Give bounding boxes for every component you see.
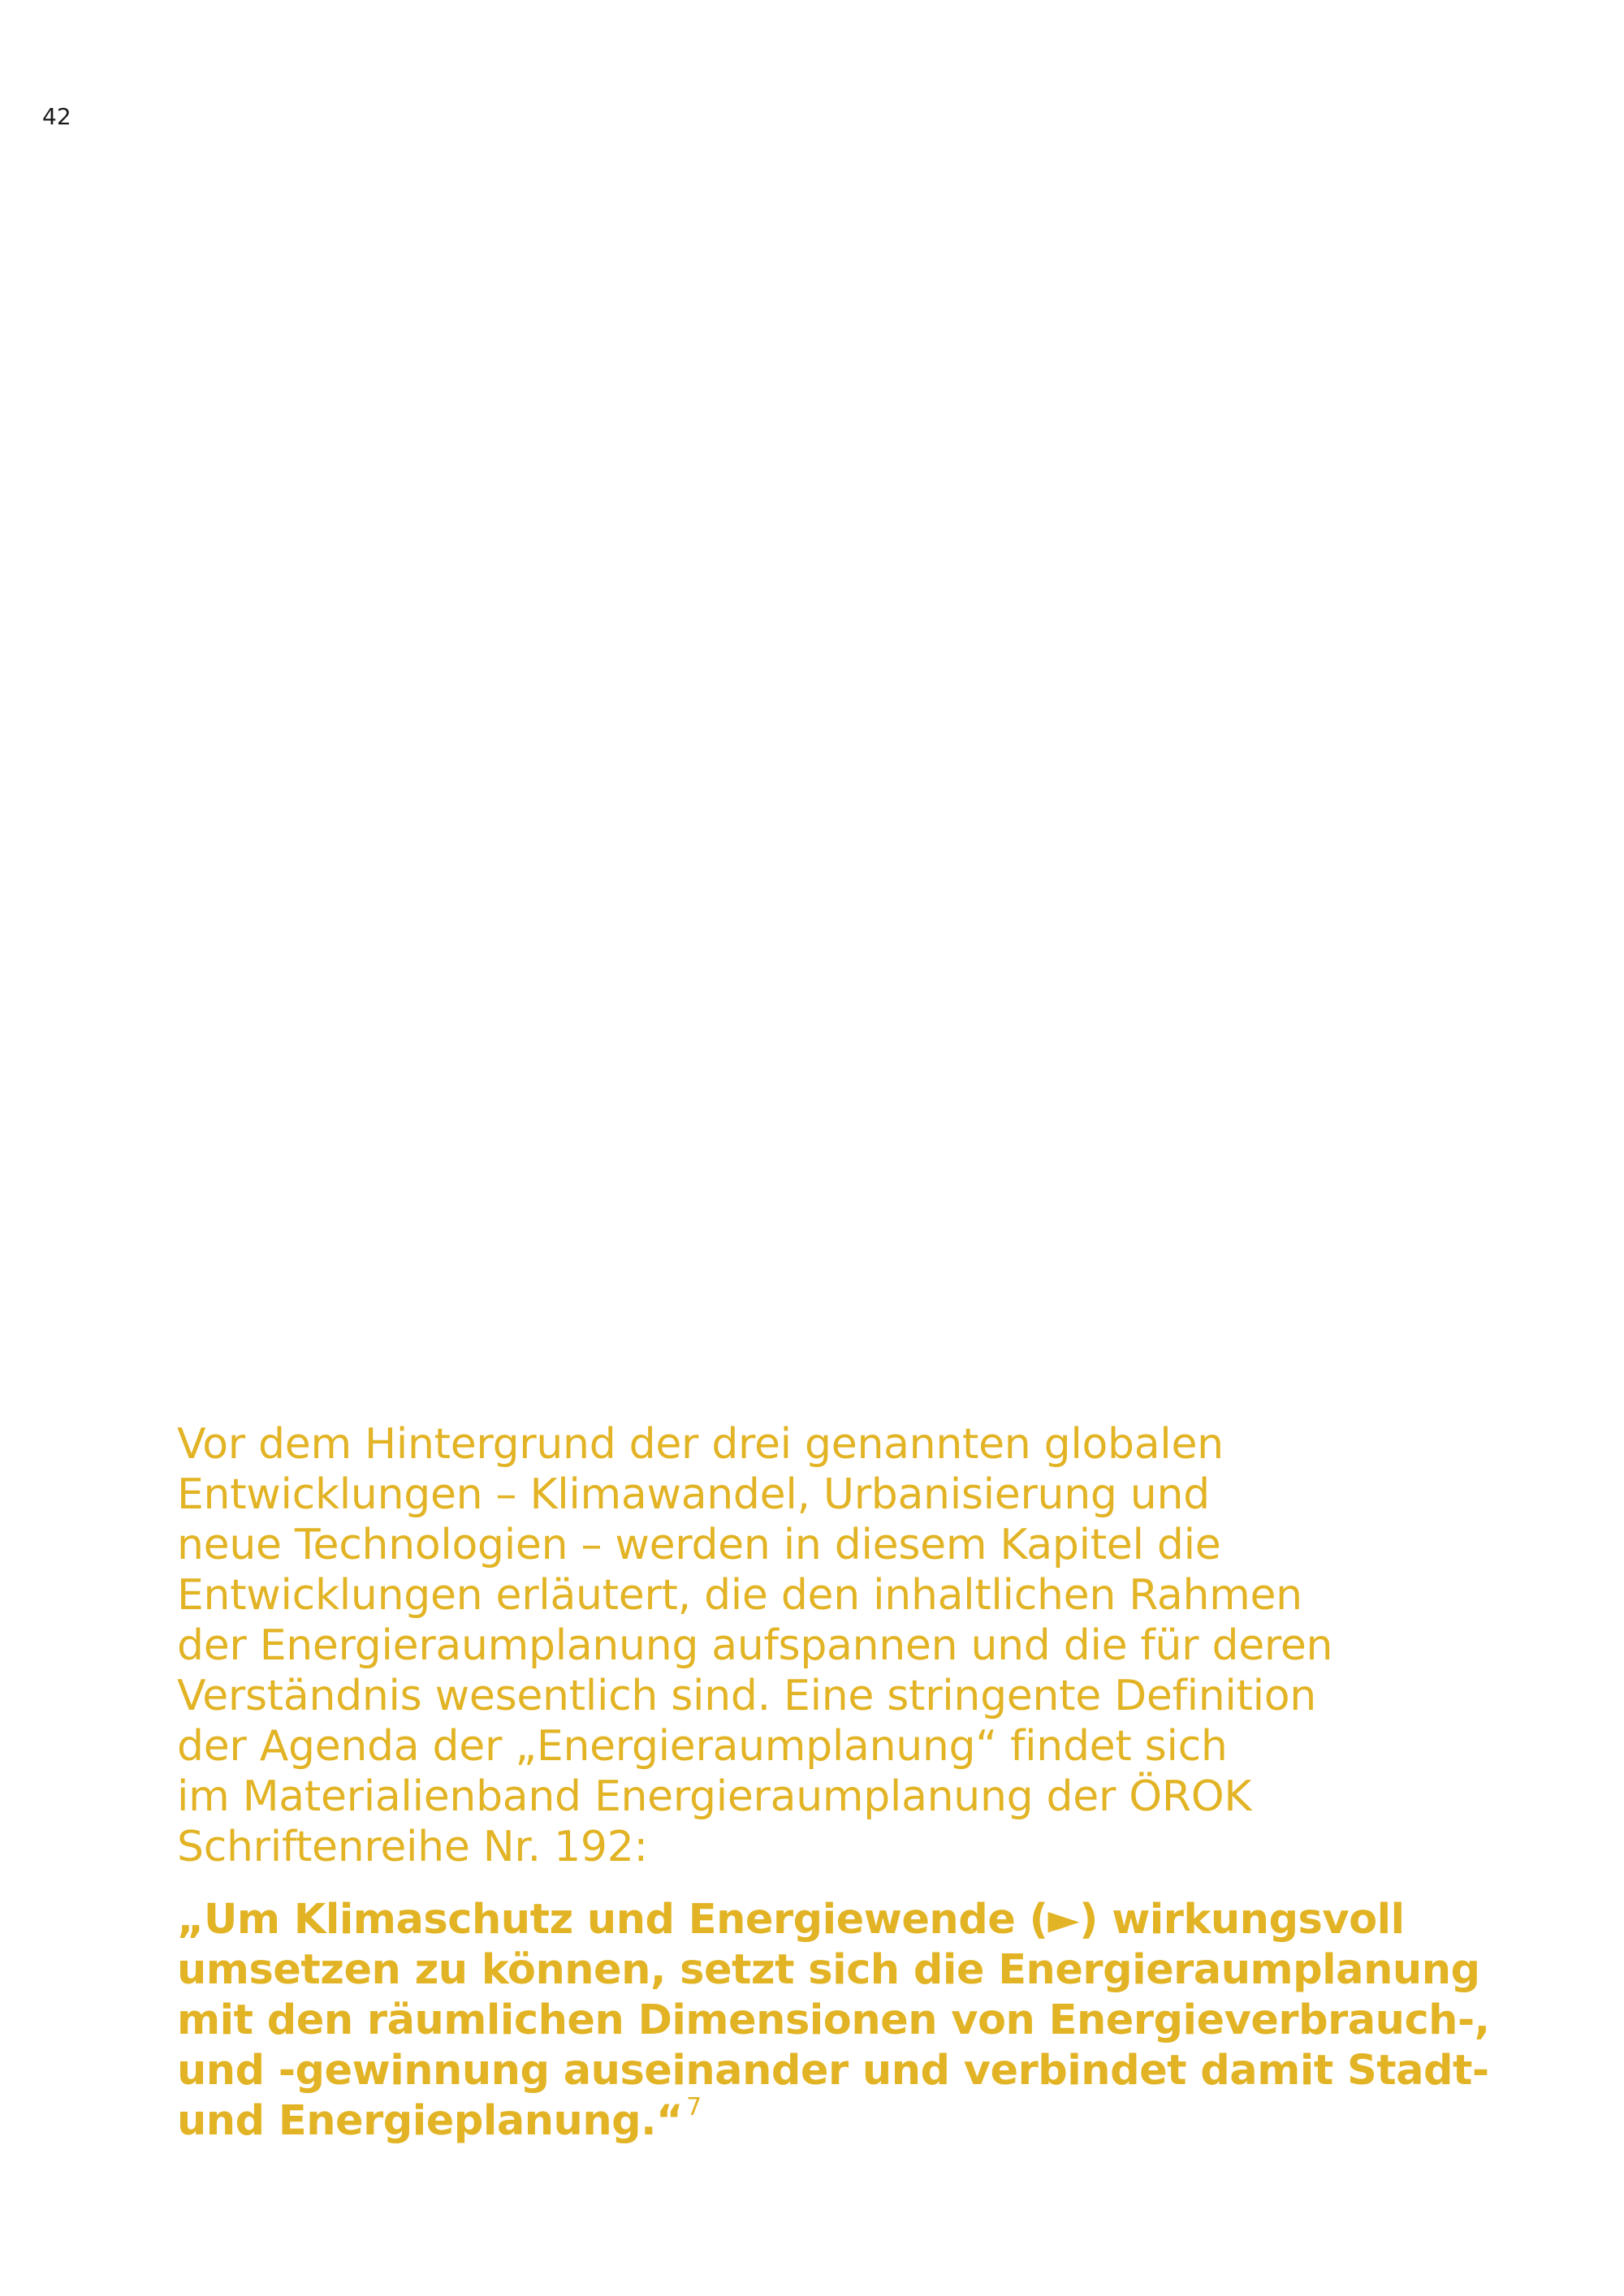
quote-line: umsetzen zu können, setzt sich die Energieraumplanung [177,1946,1480,1994]
intro-line: Entwicklungen – Klimawandel, Urbanisierung und [177,1470,1210,1519]
quote-line: mit den räumlichen Dimensionen von Energieverbrauch-, [177,1996,1490,2044]
quote-line: und -gewinnung auseinander und verbindet damit Stadt- [177,2047,1489,2095]
intro-line: im Materialienband Energieraumplanung der ÖROK [177,1772,1252,1821]
intro-line: Entwicklungen erläutert, die den inhaltlichen Rahmen [177,1571,1302,1620]
intro-line: Schriftenreihe Nr. 192: [177,1823,648,1871]
definition-quote [177,1895,1509,2147]
quote-last-line [177,2093,1509,2147]
text-block [177,1419,1509,2147]
footnote-reference[interactable]: 7 [686,2093,702,2121]
intro-line: der Energieraumplanung aufspannen und die für deren [177,1621,1333,1670]
intro-line: Verständnis wesentlich sind. Eine stringente Definition [177,1672,1316,1720]
quote-line: „Um Klimaschutz und Energiewende (►) wirkungsvoll [177,1896,1405,1944]
intro-line: Vor dem Hintergrund der drei genannten globalen [177,1420,1224,1469]
intro-line: neue Technologien – werden in diesem Kapitel die [177,1521,1221,1569]
page-number: 42 [42,103,71,130]
quote-line: und Energieplanung.“ [177,2097,684,2145]
intro-paragraph [177,1419,1509,1872]
intro-line: der Agenda der „Energieraumplanung“ findet sich [177,1722,1228,1771]
